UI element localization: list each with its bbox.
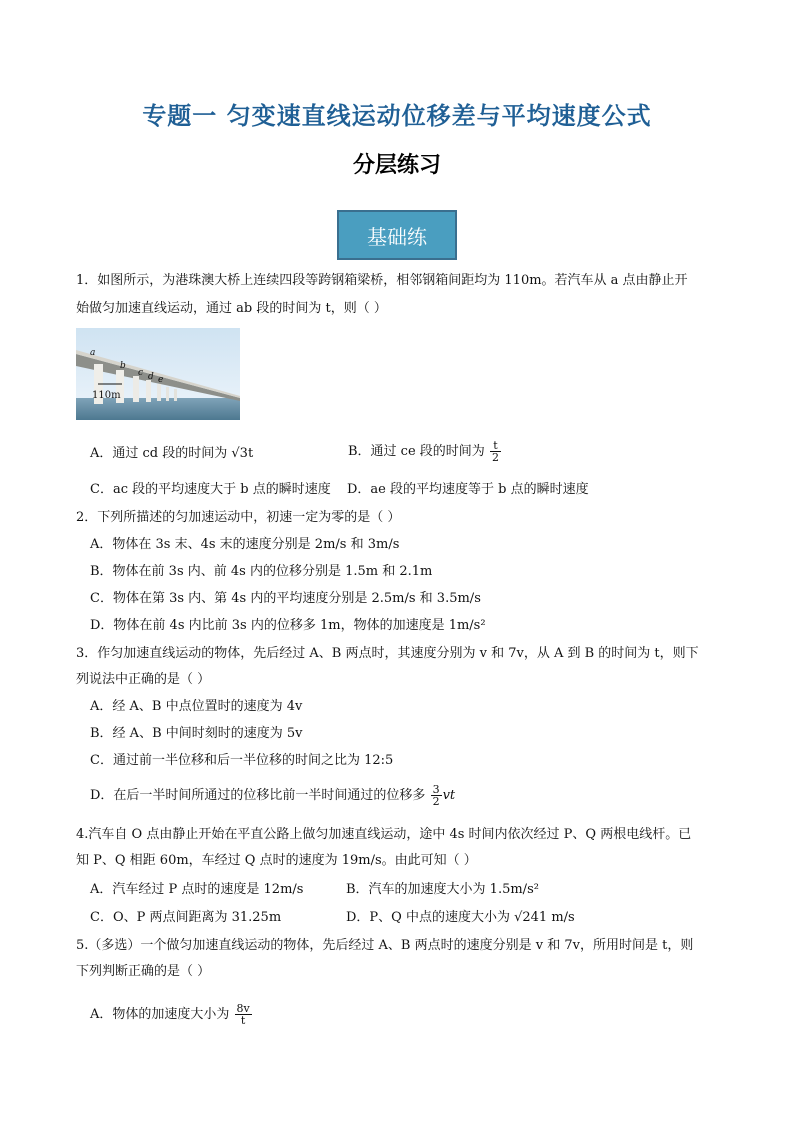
- pier-6: [166, 387, 169, 401]
- q5-option-a-text: A．物体的加速度大小为: [90, 1007, 230, 1022]
- label-a: a: [90, 348, 96, 358]
- q5-option-a-denominator: t: [240, 1014, 246, 1027]
- q1-option-a: A．通过 cd 段的时间为 √3t: [90, 446, 254, 461]
- q3-option-d-numerator: 3: [432, 783, 440, 796]
- label-e: e: [158, 375, 164, 385]
- pier-5: [157, 384, 161, 401]
- pier-7: [174, 389, 177, 401]
- pier-4: [146, 380, 151, 402]
- distance-label: 110m: [92, 390, 121, 401]
- q4-option-a: A．汽车经过 P 点时的速度是 12m/s: [90, 882, 304, 897]
- q3-option-a: A．经 A、B 中点位置时的速度为 4v: [90, 699, 303, 714]
- q2-stem: 2．下列所描述的匀加速运动中，初速一定为零的是（ ）: [76, 510, 401, 525]
- label-b: b: [120, 361, 126, 371]
- q3-option-d-denominator: 2: [432, 795, 440, 808]
- level-badge: 基础练: [337, 210, 457, 260]
- q1-option-d: D．ae 段的平均速度等于 b 点的瞬时速度: [347, 482, 589, 497]
- pier-3: [133, 376, 139, 402]
- q1-stem-line1: 1．如图所示，为港珠澳大桥上连续四段等跨钢箱梁桥，相邻钢箱间距均为 110m。若汽车从 a 点由静止开: [76, 273, 688, 288]
- q2-option-a: A．物体在 3s 末、4s 末的速度分别是 2m/s 和 3m/s: [90, 537, 400, 552]
- q1-option-b-numerator: t: [490, 440, 501, 452]
- q2-option-b: B．物体在前 3s 内、前 4s 内的位移分别是 1.5m 和 2.1m: [90, 564, 433, 579]
- label-c: c: [138, 368, 144, 378]
- q1-option-c: C．ac 段的平均速度大于 b 点的瞬时速度: [90, 482, 331, 497]
- label-d: d: [148, 372, 154, 382]
- q5-option-a-numerator: 8v: [236, 1002, 250, 1015]
- q5-stem-line2: 下列判断正确的是（ ）: [76, 964, 211, 979]
- q3-option-d-fraction: [431, 784, 442, 807]
- q4-option-b: B．汽车的加速度大小为 1.5m/s²: [346, 882, 539, 897]
- q3-option-d-variable: vt: [442, 788, 456, 803]
- q3-stem-line2: 列说法中正确的是（ ）: [76, 672, 211, 687]
- q3-stem-line1: 3．作匀加速直线运动的物体，先后经过 A、B 两点时，其速度分别为 v 和 7v，从 A 到 B 的时间为 t，则下: [76, 646, 699, 661]
- q4-option-c: C．O、P 两点间距离为 31.25m: [90, 910, 282, 925]
- q3-option-b: B．经 A、B 中间时刻时的速度为 5v: [90, 726, 303, 741]
- q1-option-b-fraction: [490, 440, 501, 463]
- q4-stem-line2: 知 P、Q 相距 60m，车经过 Q 点时的速度为 19m/s。由此可知（ ）: [76, 853, 477, 868]
- q4-stem-line1: 4.汽车自 O 点由静止开始在平直公路上做匀加速直线运动，途中 4s 时间内依次经过 P、Q 两根电线杆。已: [76, 827, 692, 842]
- q3-option-c: C．通过前一半位移和后一半位移的时间之比为 12:5: [90, 753, 394, 768]
- q1-option-b-denominator: 2: [491, 451, 499, 464]
- q3-option-d: [90, 784, 455, 807]
- q3-option-d-text: D．在后一半时间所通过的位移比前一半时间通过的位移多: [90, 788, 426, 803]
- q5-stem-line1: 5.（多选）一个做匀加速直线运动的物体，先后经过 A、B 两点时的速度分别是 v 和 7v，所用时间是 t，则: [76, 938, 694, 953]
- q1-option-b-text: B．通过 ce 段的时间为: [348, 444, 485, 459]
- q5-option-a-fraction: [235, 1003, 252, 1026]
- q4-option-d: D．P、Q 中点的速度大小为 √241 m/s: [346, 910, 575, 925]
- q2-option-c: C．物体在第 3s 内、第 4s 内的平均速度分别是 2.5m/s 和 3.5m/s: [90, 591, 481, 606]
- q1-option-b: [348, 440, 502, 463]
- document-subtitle: 分层练习: [352, 153, 441, 178]
- q1-stem-line2: 始做匀加速直线运动，通过 ab 段的时间为 t，则（ ）: [76, 301, 387, 316]
- document-title: 专题一 匀变速直线运动位移差与平均速度公式: [142, 102, 652, 130]
- bridge-figure: [76, 328, 240, 420]
- q2-option-d: D．物体在前 4s 内比前 3s 内的位移多 1m，物体的加速度是 1m/s²: [90, 618, 486, 633]
- q5-option-a: [90, 1003, 253, 1026]
